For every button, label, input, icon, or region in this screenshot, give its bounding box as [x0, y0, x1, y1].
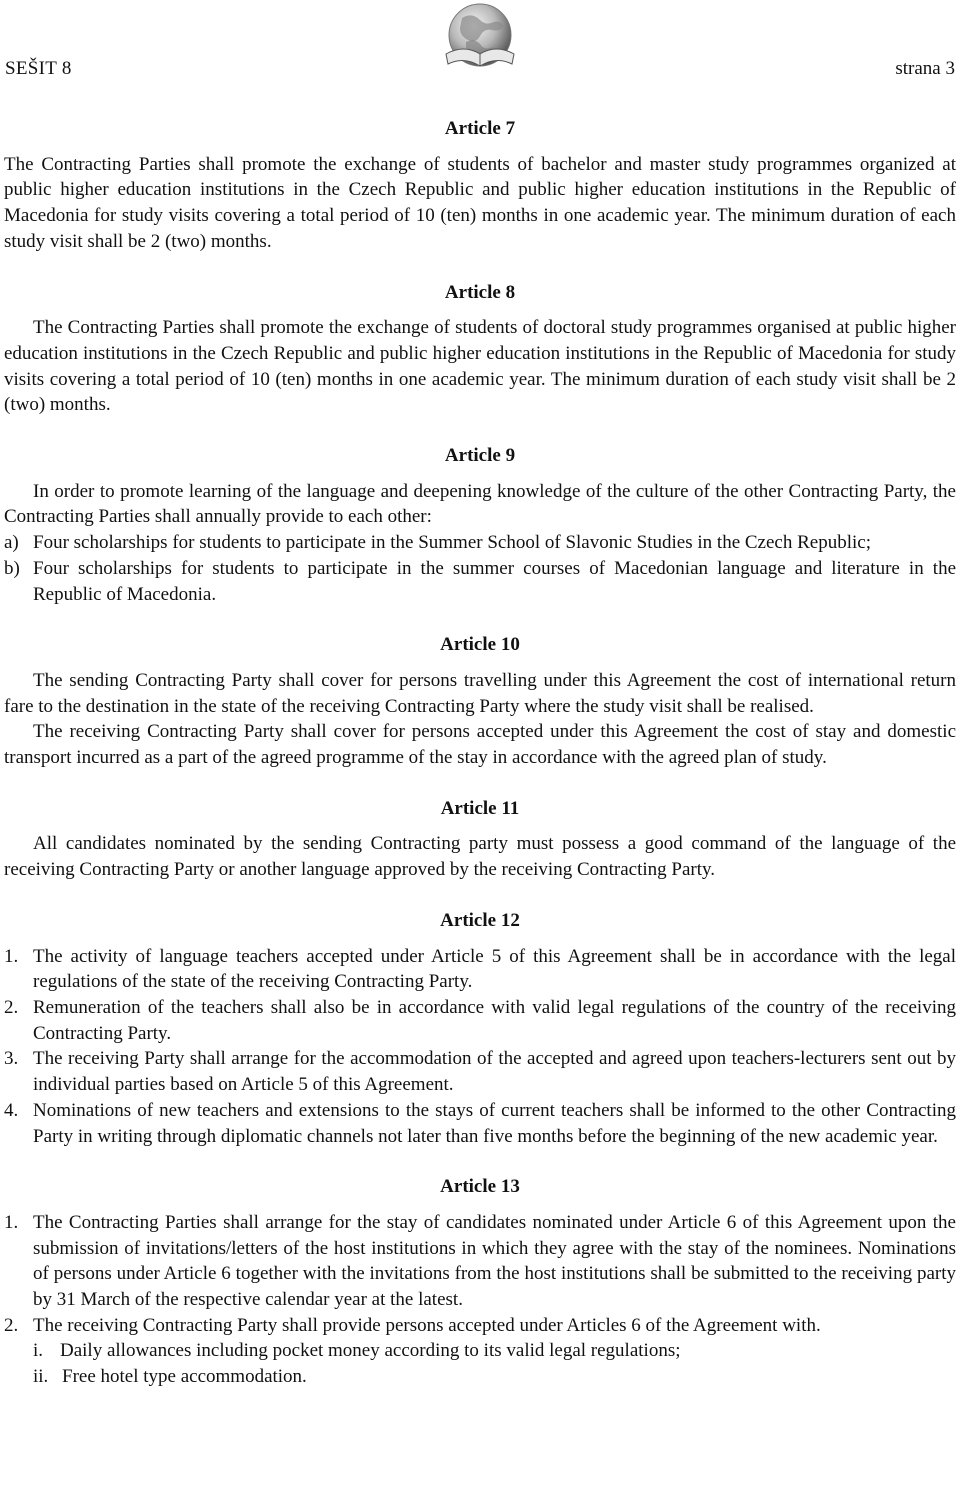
article-title: Article 11: [440, 797, 520, 819]
list-item: [4, 944, 956, 995]
article-paragraph: The Contracting Parties shall promote the exchange of students of doctoral study programmes organised at public higher education institutions in the Czech Republic and public higher education institutions in the Republic of Macedonia for study visits covering a total period of 10 (ten) months in one academic year. The minimum duration of each study visit shall be 2 (two) months.: [4, 317, 956, 416]
article-8: [4, 280, 956, 419]
article-title: Article 7: [444, 118, 516, 139]
list-item-label: 2.: [4, 996, 19, 1018]
article-paragraph: The sending Contracting Party shall cover for persons travelling under this Agreement the cost of international return fare to the destination in the state of the receiving Contracting Party where the study visit shall be realised.: [4, 669, 956, 717]
article-7: [4, 116, 956, 255]
list-item-text: The receiving Contracting Party shall provide persons accepted under Articles 6 of the Agreement with.: [33, 1314, 821, 1336]
sub-list-item-label: i.: [33, 1340, 44, 1362]
list-item: [4, 530, 956, 556]
list-item-text: The receiving Party shall arrange for the accommodation of the accepted and agreed upon teachers-lecturers sent out by individual parties based on Article 5 of this Agreement.: [33, 1048, 956, 1096]
article-title: Article 9: [444, 445, 516, 467]
list-item-label: 3.: [4, 1048, 19, 1070]
list-item-label: 1.: [4, 945, 19, 967]
article-paragraph: The Contracting Parties shall promote the exchange of students of bachelor and master study programmes organized at public higher education institutions in the Czech Republic and public higher education institutions in the Republic of Macedonia for study visits covering a total period of 10 (ten) months in one academic year. The minimum duration of each study visit shall be 2 (two) months.: [4, 153, 956, 252]
list-item: [4, 1313, 956, 1339]
list-item-text: The activity of language teachers accepted under Article 5 of this Agreement shall be in accordance with the legal regulations of the state of the receiving Contracting Party.: [33, 945, 956, 993]
article-title: Article 13: [440, 1176, 520, 1198]
list-item: [4, 995, 956, 1046]
sub-list-item-label: ii.: [33, 1366, 49, 1388]
sub-list-item: [4, 1364, 956, 1390]
list-item-text: Nominations of new teachers and extensions to the stays of current teachers shall be informed to the other Contracting Party in writing through diplomatic channels not later than five months before the beginning of the new academic year.: [33, 1099, 956, 1147]
article-paragraph: The receiving Contracting Party shall cover for persons accepted under this Agreement the cost of stay and domestic transport incurred as a part of the agreed programme of the stay in accordance with the agreed plan of study.: [4, 721, 956, 769]
document-body: [4, 116, 956, 1415]
article-title: Article 8: [444, 281, 516, 303]
sub-list-item: [4, 1338, 956, 1364]
list-item-label: 4.: [4, 1099, 19, 1121]
list-item: [4, 1046, 956, 1097]
article-9: [4, 443, 956, 607]
list-item-text: Remuneration of the teachers shall also be in accordance with valid legal regulations of the country of the receiving Contracting Party.: [33, 996, 956, 1044]
issue-label: SEŠIT 8: [5, 58, 72, 79]
article-13: [4, 1174, 956, 1390]
list-item: [4, 556, 956, 607]
list-item-label: b): [4, 557, 20, 579]
list-item: [4, 1210, 956, 1313]
list-item-label: 1.: [4, 1211, 19, 1233]
list-item-text: Four scholarships for students to participate in the Summer School of Slavonic Studies in the Czech Republic;: [33, 532, 871, 554]
page-number: strana 3: [895, 58, 955, 79]
article-paragraph: In order to promote learning of the language and deepening knowledge of the culture of the other Contracting Party, the Contracting Parties shall annually provide to each other:: [4, 480, 956, 528]
list-item-label: 2.: [4, 1314, 19, 1336]
article-title: Article 10: [440, 634, 520, 656]
article-10: [4, 632, 956, 771]
list-item-label: a): [4, 532, 19, 554]
list-item-text: The Contracting Parties shall arrange for the stay of candidates nominated under Article 6 of this Agreement upon the submission of invitations/letters of the host institutions in which they agree with the stay of the nominees. Nominations of persons under Article 6 together with the invitations from the host institutions shall be submitted to the receiving party by 31 March of the respective calendar year at the latest.: [33, 1211, 956, 1311]
article-title: Article 12: [440, 909, 520, 931]
list-item-text: Four scholarships for students to participate in the summer courses of Macedonian language and literature in the Republic of Macedonia.: [33, 557, 956, 605]
article-11: [4, 796, 956, 883]
sub-list-item-text: Daily allowances including pocket money according to its valid legal regulations;: [60, 1340, 681, 1362]
globe-book-logo-icon: [436, 2, 522, 72]
list-item: [4, 1098, 956, 1149]
page-header: [0, 0, 960, 100]
article-12: [4, 908, 956, 1149]
sub-list-item-text: Free hotel type accommodation.: [62, 1366, 307, 1388]
article-paragraph: All candidates nominated by the sending Contracting party must possess a good command of the language of the receiving Contracting Party or another language approved by the receiving Contracting Party.: [4, 833, 956, 881]
